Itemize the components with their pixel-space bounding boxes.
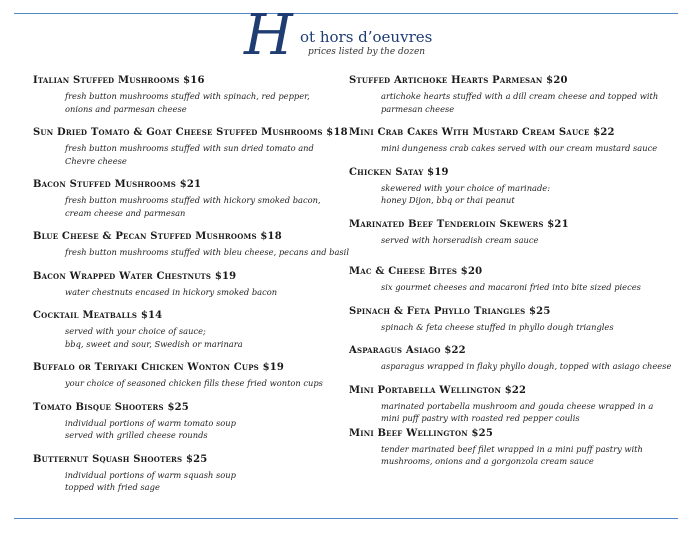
item-description: your choice of seasoned chicken fills these fried wonton cups xyxy=(65,378,323,388)
item-name: Asparagus Asiago $22 xyxy=(349,345,466,356)
item-description: asparagus wrapped in flaky phyllo dough, topped with asiago cheese xyxy=(381,361,672,371)
menu-item xyxy=(33,453,358,494)
item-description: fresh button mushrooms stuffed with spinach, red pepper, onions and parmesan cheese xyxy=(65,91,310,114)
item-description: fresh button mushrooms stuffed with sun dried tomato and Chevre cheese xyxy=(65,143,314,166)
item-name: Mac & Cheese Bites $20 xyxy=(349,266,483,277)
item-name: Butternut Squash Shooters $25 xyxy=(33,453,208,465)
item-description: served with horseradish cream sauce xyxy=(381,234,539,245)
item-name: Chicken Satay $19 xyxy=(349,166,449,178)
item-description: artichoke hearts stuffed with a dill cream cheese and topped with parmesan cheese xyxy=(381,91,659,114)
menu-item xyxy=(349,427,679,468)
menu-item xyxy=(33,309,358,350)
page-subtitle: prices listed by the dozen xyxy=(308,47,426,57)
menu-header xyxy=(244,3,504,72)
decorative-initial: H xyxy=(244,3,293,68)
menu-item xyxy=(349,384,679,425)
menu-item xyxy=(349,126,679,155)
menu-item xyxy=(349,344,679,373)
menu-item xyxy=(33,178,358,219)
menu-item xyxy=(349,265,679,294)
item-description: fresh button mushrooms stuffed with bleu cheese, pecans and basil xyxy=(65,247,349,257)
item-name: Sun Dried Tomato & Goat Cheese Stuffed Mushrooms $18 xyxy=(33,127,348,138)
item-description: individual portions of warm squash soup topped with fried sage xyxy=(65,469,236,492)
item-name: Cocktail Meatballs $14 xyxy=(33,310,163,321)
menu-item xyxy=(33,126,358,167)
menu-item xyxy=(33,401,358,442)
right-menu-column xyxy=(349,74,679,468)
item-name: Bacon Stuffed Mushrooms $21 xyxy=(33,179,202,190)
item-name: Italian Stuffed Mushrooms $16 xyxy=(33,75,205,86)
menu-item xyxy=(349,74,679,115)
menu-item xyxy=(349,218,679,247)
menu-item xyxy=(33,361,358,390)
item-description: individual portions of warm tomato soup served with grilled cheese rounds xyxy=(65,417,236,440)
item-name: Mini Beef Wellington $25 xyxy=(349,427,493,439)
menu-item xyxy=(349,166,679,207)
item-name: Mini Portabella Wellington $22 xyxy=(349,384,527,396)
item-name: Mini Crab Cakes With Mustard Cream Sauce $22 xyxy=(349,127,615,138)
menu-item xyxy=(33,230,358,259)
menu-item xyxy=(349,305,679,334)
item-name: Bacon Wrapped Water Chestnuts $19 xyxy=(33,270,237,282)
page-title: ot hors d’oeuvres xyxy=(300,28,433,46)
item-name: Tomato Bisque Shooters $25 xyxy=(33,401,189,413)
item-description: mini dungeness crab cakes served with our cream mustard sauce xyxy=(381,143,658,153)
item-name: Spinach & Feta Phyllo Triangles $25 xyxy=(349,305,551,317)
item-name: Marinated Beef Tenderloin Skewers $21 xyxy=(349,218,569,230)
item-description: fresh button mushrooms stuffed with hickory smoked bacon, cream cheese and parmesan xyxy=(65,195,321,218)
item-description: served with your choice of sauce; bbq, sweet and sour, Swedish or marinara xyxy=(65,326,243,349)
left-menu-column xyxy=(33,74,358,494)
item-description: marinated portabella mushroom and gouda cheese wrapped in a mini puff pastry with roasted red pepper coulis xyxy=(381,400,654,423)
item-name: Buffalo or Teriyaki Chicken Wonton Cups $19 xyxy=(33,362,285,373)
item-description: water chestnuts encased in hickory smoked bacon xyxy=(65,286,278,297)
bottom-divider xyxy=(14,518,678,519)
menu-item xyxy=(33,270,358,299)
item-name: Blue Cheese & Pecan Stuffed Mushrooms $18 xyxy=(33,231,282,242)
item-description: tender marinated beef filet wrapped in a mini puff pastry with mushrooms, onions and a gorgonzola cream sauce xyxy=(381,443,643,466)
item-description: skewered with your choice of marinade: honey Dijon, bbq or thai peanut xyxy=(381,182,551,205)
item-description: spinach & feta cheese stuffed in phyllo dough triangles xyxy=(381,321,614,332)
item-description: six gourmet cheeses and macaroni fried into bite sized pieces xyxy=(381,282,641,292)
item-name: Stuffed Artichoke Hearts Parmesan $20 xyxy=(349,75,568,86)
top-divider xyxy=(14,13,678,14)
menu-item xyxy=(33,74,358,115)
